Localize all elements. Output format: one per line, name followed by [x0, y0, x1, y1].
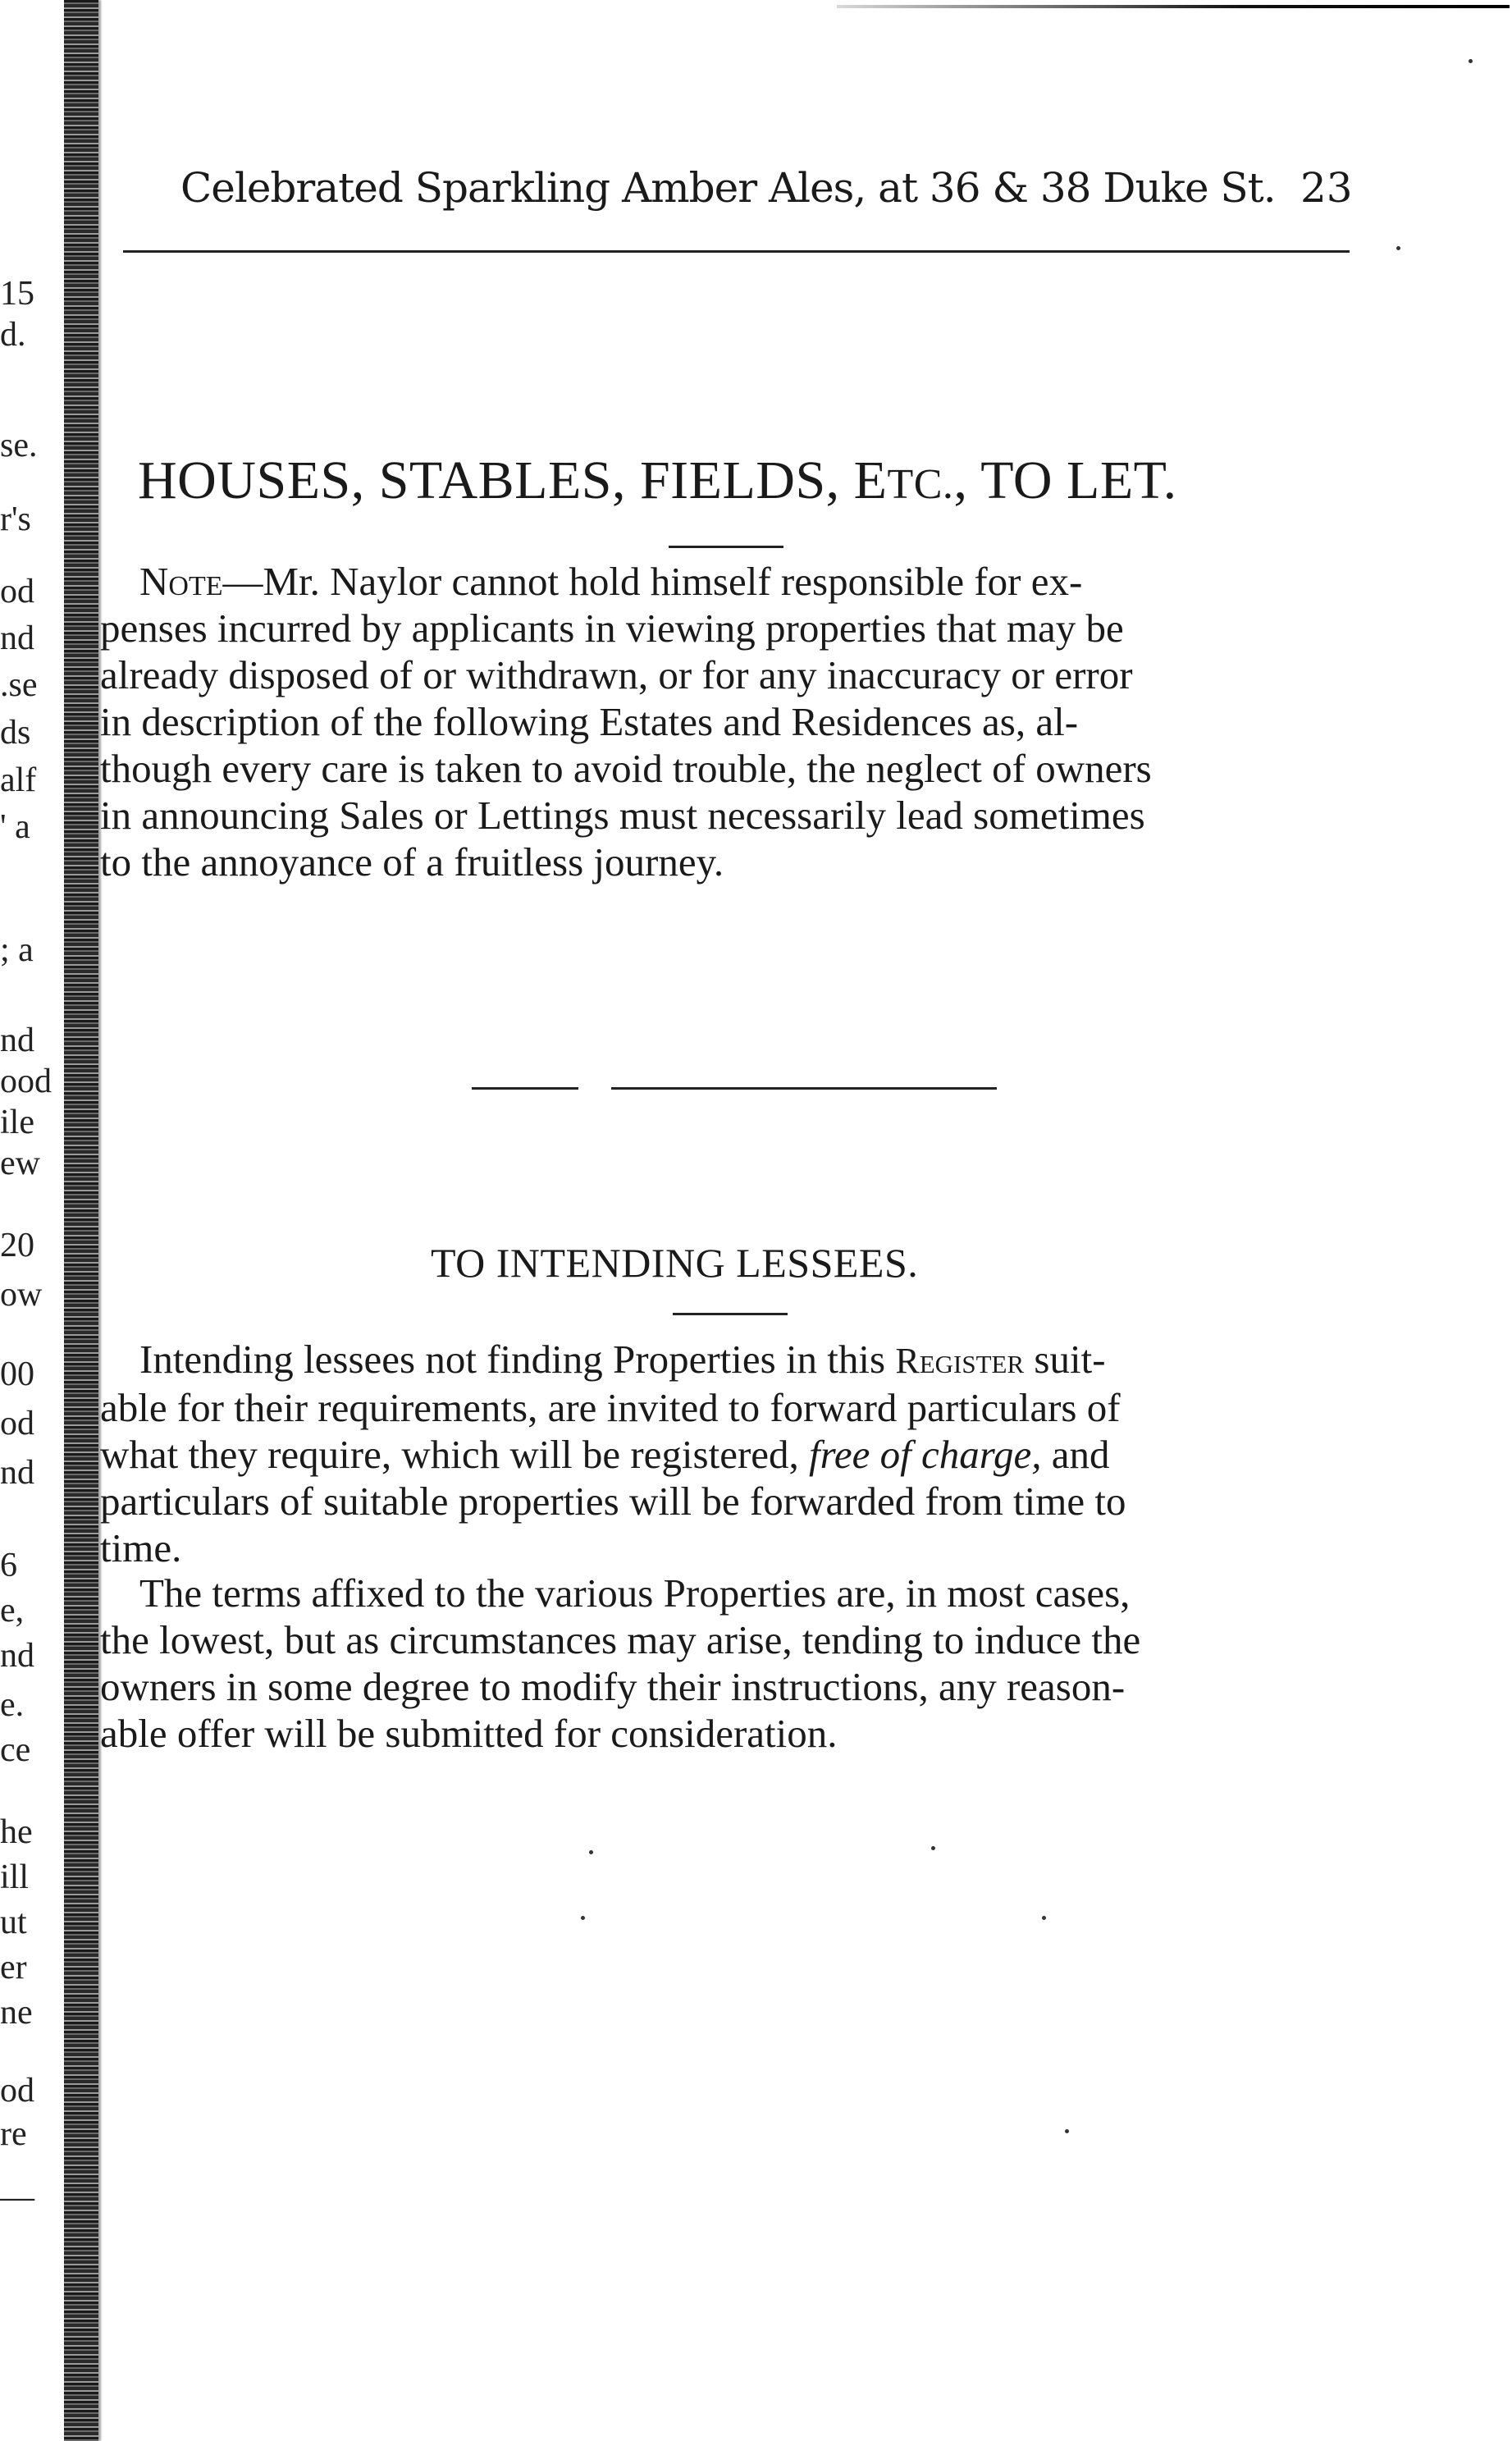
gutter-fragment: 15: [0, 275, 34, 313]
stray-mark: [1469, 59, 1473, 63]
note-line: in description of the following Estates and Residences as, al-: [100, 699, 1079, 744]
note-line: already disposed of or withdrawn, or for any inaccuracy or error: [100, 652, 1133, 697]
stray-mark: [1396, 246, 1400, 250]
gutter-fragment: ' a: [0, 808, 30, 846]
gutter-fragment: ew: [0, 1145, 40, 1182]
gutter-fragment: d.: [0, 316, 26, 354]
gutter-fragment: ne: [0, 1994, 33, 2032]
note-line: Note—Mr. Naylor cannot hold himself responsible for ex-: [139, 559, 1083, 604]
gutter-fragment: —: [0, 2178, 34, 2216]
stray-mark: [931, 1846, 935, 1850]
paragraph-line: able for their requirements, are invited to forward particulars of: [100, 1385, 1121, 1430]
running-head: Celebrated Sparkling Amber Ales, at 36 & 38 Duke St.: [180, 164, 1276, 212]
gutter-fragment: nd: [0, 1637, 34, 1675]
gutter-fragment: ut: [0, 1904, 27, 1941]
title-underline-rule: [669, 546, 783, 548]
register-word: Register: [895, 1341, 1025, 1381]
gutter-fragment: nd: [0, 619, 34, 657]
section-title-part: , TO LET.: [953, 450, 1177, 510]
gutter-fragment: ile: [0, 1104, 34, 1141]
gutter-fragment: se.: [0, 427, 38, 464]
header-rule: [123, 250, 1350, 253]
gutter-fragment: .se: [0, 666, 38, 704]
paragraph-line: time.: [100, 1525, 182, 1570]
paragraph-line: able offer will be submitted for consideration.: [100, 1711, 838, 1756]
gutter-fragment: od: [0, 573, 34, 610]
gutter-fragment: od: [0, 1405, 34, 1442]
gutter-fragment: ow: [0, 1276, 43, 1314]
gutter-fragment: re: [0, 2115, 27, 2153]
gutter-fragment: er: [0, 1949, 27, 1986]
subtitle-underline-rule: [673, 1313, 788, 1315]
note-line: to the annoyance of a fruitless journey.: [100, 839, 724, 885]
note-line: penses incurred by applicants in viewing properties that may be: [100, 606, 1124, 651]
separator-rule-short: [472, 1087, 578, 1090]
italic-emphasis: free of charge,: [809, 1432, 1042, 1477]
gutter-fragment: alf: [0, 761, 37, 799]
gutter-fragment: he: [0, 1813, 33, 1851]
gutter-fragment: nd: [0, 1022, 34, 1059]
page-number: 23: [1300, 164, 1353, 212]
gutter-fragment: ; a: [0, 931, 34, 969]
stray-mark: [581, 1916, 585, 1920]
gutter-fragment: nd: [0, 1454, 34, 1492]
stray-mark: [1042, 1916, 1046, 1920]
paragraph-line: Intending lessees not finding Properties in this Register suit-: [139, 1337, 1106, 1382]
binding-edge: [64, 0, 98, 2441]
stray-mark: [589, 1850, 593, 1854]
top-edge-rule: [837, 5, 1510, 8]
paragraph-line: The terms affixed to the various Properties are, in most cases,: [139, 1570, 1131, 1616]
note-line: in announcing Sales or Lettings must necessarily lead sometimes: [100, 793, 1145, 838]
gutter-fragment: 00: [0, 1355, 34, 1393]
gutter-fragment: 20: [0, 1227, 34, 1264]
gutter-fragment: r's: [0, 501, 31, 538]
intending-paragraph-1: [100, 1336, 1354, 1571]
section-title: [138, 450, 1177, 512]
section-title-part: HOUSES, STABLES, FIELDS, E: [138, 450, 888, 510]
gutter-fragment: e.: [0, 1686, 25, 1724]
note-line: though every care is taken to avoid trouble, the neglect of owners: [100, 746, 1152, 791]
section-title-smallcaps: TC.: [887, 461, 954, 508]
gutter-facing-page-fragments: [0, 0, 64, 2441]
gutter-fragment: 6: [0, 1547, 17, 1584]
note-label: Note: [139, 559, 223, 604]
gutter-fragment: ds: [0, 714, 31, 752]
paragraph-line: the lowest, but as circumstances may arise, tending to induce the: [100, 1617, 1141, 1662]
intending-lessees-title: TO INTENDING LESSEES.: [431, 1240, 919, 1286]
separator-rule-long: [611, 1087, 997, 1090]
stray-mark: [1065, 2129, 1069, 2133]
paragraph-line: owners in some degree to modify their instructions, any reason-: [100, 1664, 1126, 1709]
intending-paragraph-2: [100, 1570, 1354, 1757]
gutter-fragment: e,: [0, 1592, 25, 1630]
gutter-fragment: od: [0, 2072, 34, 2110]
note-paragraph: [100, 558, 1354, 885]
gutter-fragment: ood: [0, 1063, 52, 1100]
gutter-fragment: ill: [0, 1858, 30, 1896]
gutter-fragment: ce: [0, 1731, 31, 1769]
paragraph-line: what they require, which will be registered, free of charge, and: [100, 1432, 1110, 1477]
paragraph-line: particulars of suitable properties will be forwarded from time to: [100, 1479, 1126, 1524]
